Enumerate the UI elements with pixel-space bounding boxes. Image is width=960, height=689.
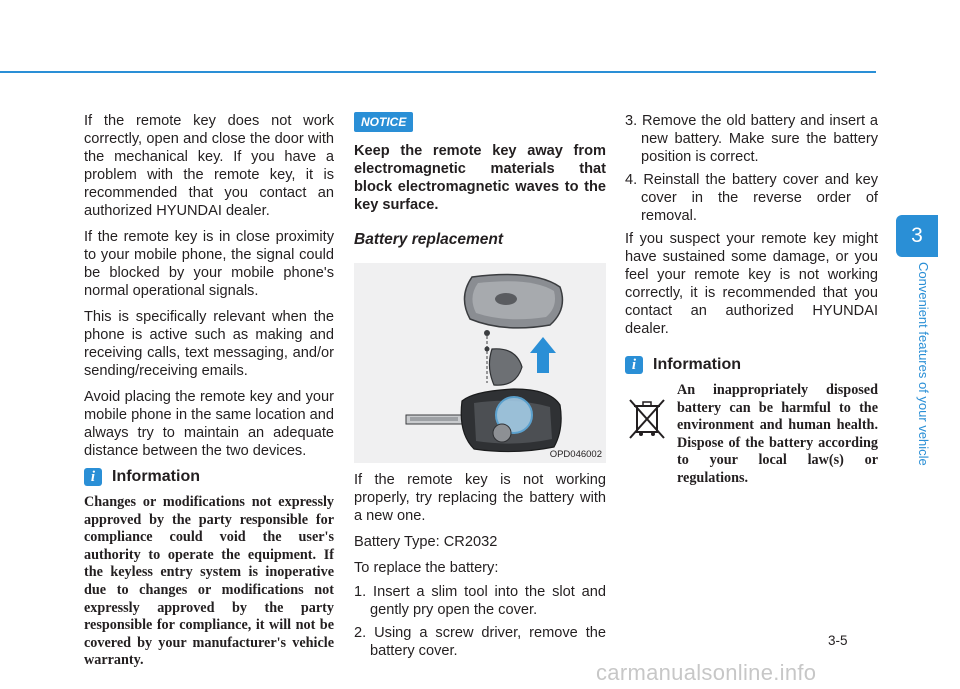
paragraph: Avoid placing the remote key and your mobile phone in the same location and always try to maintain an adequate distance between the two devices. xyxy=(84,389,334,459)
chapter-title: Convenient features of your vehicle xyxy=(916,262,931,466)
paragraph: If the remote key is not working properly, try replacing the battery with a new one. xyxy=(354,472,606,524)
list-item: 3. Remove the old battery and insert a new battery. Make sure the battery position is correct. xyxy=(625,113,878,165)
information-text: Changes or modifications not expressly approved by the party responsible for compliance could void the user's authority to operate the equipment. If the keyless entry system is inoperative due to changes or modifications not expressly approved by the party responsible for compliance, it will not be covered by your manufacturer's vehicle warranty. xyxy=(84,494,334,669)
list-item: 4. Reinstall the battery cover and key cover in the reverse order of removal. xyxy=(625,172,878,224)
information-heading xyxy=(625,356,878,374)
figure-code: OPD046002 xyxy=(549,449,602,460)
column-3 xyxy=(625,112,878,488)
notice-text: Keep the remote key away from electromagnetic materials that block electromagnetic waves to the key surface. xyxy=(354,143,606,213)
paragraph: If the remote key is in close proximity to your mobile phone, the signal could be blocked by your mobile phone's normal operational signals. xyxy=(84,229,334,299)
information-title: Information xyxy=(112,468,200,485)
list-item: 2. Using a screw driver, remove the battery cover. xyxy=(354,625,606,659)
page-number: 3-5 xyxy=(828,633,848,648)
information-title: Information xyxy=(653,356,741,373)
header-rule xyxy=(0,71,876,73)
information-heading xyxy=(84,468,334,486)
crossed-out-bin-icon xyxy=(625,396,669,440)
info-icon: i xyxy=(625,356,643,374)
column-1 xyxy=(84,112,334,670)
list-item: 1. Insert a slim tool into the slot and gently pry open the cover. xyxy=(354,584,606,618)
paragraph: To replace the battery: xyxy=(354,560,499,576)
watermark: carmanualsonline.info xyxy=(596,660,817,685)
chapter-number: 3 xyxy=(911,224,923,247)
paragraph: This is specifically relevant when the phone is active such as making and receiving calls, text messaging, and/or sending/receiving emails. xyxy=(84,309,334,379)
information-text: An inappropriately disposed battery can be harmful to the environment and human health. Dispose of the battery according to your local law(s) or regulations. xyxy=(677,382,878,486)
paragraph: If you suspect your remote key might have sustained some damage, or you feel your remote key is not working correctly, it is recommended that you contact an authorized HYUNDAI dealer. xyxy=(625,231,878,337)
paragraph: If the remote key does not work correctly, open and close the door with the mechanical key. If you have a problem with the remote key, it is recommended that you contact an authorized HYUNDAI dealer. xyxy=(84,113,334,219)
remote-key-illustration xyxy=(354,263,606,463)
section-heading: Battery replacement xyxy=(354,231,504,248)
paragraph: Battery Type: CR2032 xyxy=(354,534,498,550)
column-2 xyxy=(354,112,606,665)
battery-replacement-figure xyxy=(354,263,606,463)
notice-badge: NOTICE xyxy=(354,112,413,132)
disposal-note xyxy=(625,382,878,488)
info-icon: i xyxy=(84,468,102,486)
